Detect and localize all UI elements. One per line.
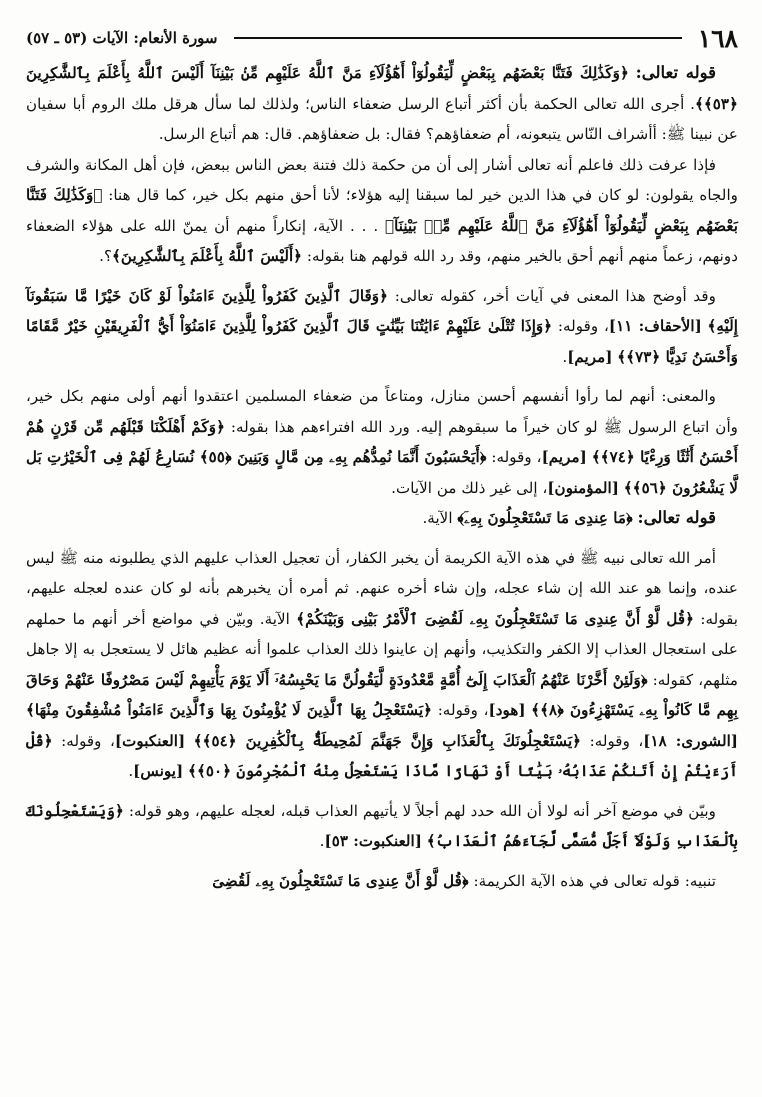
quran-verse: ﴿وَكَذَٰلِكَ فَتَنَّا بَعْضَهُم بِبَعْضٍ لِّيَقُولُوٓاْ أَهَٰٓؤُلَآءِ مَنَّ ٱللَّهُ عَلَيْهِم مِّنۢ بَيْنِنَآ﴾ (26, 186, 738, 235)
paragraph-text (185, 732, 193, 750)
verse-reference: [الأحقاف: ١١] (608, 317, 702, 335)
quran-verse: ﴿قُل لَّوْ أَنَّ عِندِى مَا تَسْتَعْجِلُونَ بِهِۦ لَقُضِىَ ٱلْأَمْرُ بَيْنِى وَبَيْنَكُمْ﴾ (296, 609, 694, 628)
body-text (26, 58, 738, 896)
paragraph-text: ، وقوله: (486, 448, 542, 466)
quran-verse: ﴿وَقَالَ ٱلَّذِينَ كَفَرُواْ لِلَّذِينَ ءَامَنُواْ لَوْ كَانَ خَيْرًا مَّا سَبَقُونَآ إِلَيْهِ﴾ (26, 286, 739, 335)
paragraph-text: . (562, 347, 568, 366)
verse-reference: [المؤمنون] (547, 478, 619, 497)
paragraph-text: تنبيه: قوله تعالى في هذه الآية الكريمة: (468, 871, 716, 890)
paragraph (26, 796, 738, 857)
verse-reference: [هود] (488, 701, 526, 719)
paragraph (26, 866, 738, 897)
quran-verse: ﴿يَسْتَعْجِلُونَكَ بِٱلْعَذَابِ وَإِنَّ جَهَنَّمَ لَمُحِيطَةٌۢ بِٱلْكَٰفِرِينَ ﴿٥٤﴾﴾ (193, 731, 582, 750)
verse-reference: [مريم] (567, 347, 613, 366)
paragraph-text (629, 64, 636, 82)
page-header (26, 18, 738, 58)
book-page (26, 18, 738, 1088)
paragraph-text: . أجرى الله تعالى الحكمة بأن أكثر أتباع الرسل ضعفاء الناس؛ ولذلك لما سأل هرقل ملك الروم أبا سفيان عن نبينا ﷺ: أأشراف النّاس يتبعونه، أم ضعفاؤهم؟ فقال: بل ضعفاؤهم. قال: هم أتباع الرسل. (26, 94, 738, 143)
section-lead: قوله تعالى: (635, 63, 717, 82)
quran-verse: ﴿وَكَمْ أَهْلَكْنَا قَبْلَهُم مِّن قَرْنٍ هُمْ أَحْسَنُ أَثَٰثًا وَرِءْيًا ﴿٧٤﴾﴾ (26, 417, 739, 466)
quran-verse: ﴿يَسْتَعْجِلُ بِهَا ٱلَّذِينَ لَا يُؤْمِنُونَ بِهَا وَٱلَّذِينَ ءَامَنُواْ مُشْفِقُونَ مِنْهَا﴾ (26, 701, 433, 719)
verse-reference: [مريم] (541, 448, 587, 466)
paragraph-text: ، وقوله: (432, 701, 489, 719)
paragraph (26, 281, 738, 373)
paragraph-text: ، وقوله: (552, 317, 609, 335)
quran-verse: ﴿وَكَذَٰلِكَ فَتَنَّا بَعْضَهُم بِبَعْضٍ لِّيَقُولُوٓاْ أَهَٰٓؤُلَآءِ مَنَّ ٱللَّهُ عَلَيْهِم مِّنۢ بَيْنِنَآ أَلَيْسَ ٱللَّهُ بِأَعْلَمَ بِٱلشَّٰكِرِينَ ﴿٥٣﴾﴾ (26, 64, 738, 113)
paragraph-text: ، وقوله: (52, 731, 115, 750)
quran-verse: ﴿وَلَئِنْ أَخَّرْنَا عَنْهُمُ ٱلْعَذَابَ إِلَىٰٓ أُمَّةٍ مَّعْدُودَةٍ لَّيَقُولُنَّ مَا يَحْبِسُهُۥٓ أَلَا يَوْمَ يَأْتِيهِمْ لَيْسَ مَصْرُوفًا عَنْهُمْ وَحَاقَ بِهِم مَّا كَانُواْ بِهِۦ يَسْتَهْزِءُونَ ﴿٨﴾﴾ (26, 670, 739, 719)
quran-verse: ﴿أَيَحْسَبُونَ أَنَّمَا نُمِدُّهُم بِهِۦ مِن مَّالٍ وَبَنِينَ ﴿٥٥﴾ نُسَارِعُ لَهُمْ فِى ٱلْخَيْرَٰتِ بَل لَّا يَشْعُرُونَ ﴿٥٦﴾﴾ (26, 448, 738, 497)
verse-reference: [العنكبوت] (114, 731, 186, 750)
paragraph-text: وبيّن في موضع آخر أنه لولا أن الله حدد لهم أجلاً لا يأتيهم العذاب قبله، لعجله عليهم، وهو قوله: (123, 801, 716, 820)
section-lead: قوله تعالى: (637, 508, 716, 527)
paragraph (26, 150, 738, 272)
quran-verse: ﴿أَلَيْسَ ٱللَّهُ بِأَعْلَمَ بِٱلشَّٰكِرِينَ﴾ (112, 247, 303, 265)
paragraph (26, 543, 738, 787)
paragraph-text: ، إلى غير ذلك من الآيات. (391, 478, 548, 497)
quran-verse: ﴿مَا عِندِى مَا تَسْتَعْجِلُونَ بِهِۦٓ﴾ (457, 509, 633, 527)
paragraph-text: الآية. (422, 509, 458, 527)
paragraph-text: ، وقوله: (581, 731, 644, 750)
quran-verse: ﴿قُل لَّوْ أَنَّ عِندِى مَا تَسْتَعْجِلُونَ بِهِۦ لَقُضِىَ (212, 871, 469, 890)
paragraph-text: . (319, 832, 325, 850)
quran-verse: ﴿قُلْ أَرَءَيْتُمْ إِنْ أَتَىٰكُمْ عَذَابُهُۥ بَيَٰتًا أَوْ نَهَارًا مَّاذَا يَسْتَعْجِلُ مِنْهُ ٱلْمُجْرِمُونَ ﴿٥٠﴾﴾ (26, 731, 738, 780)
quran-verse: ﴿وَإِذَا تُتْلَىٰ عَلَيْهِمْ ءَايَٰتُنَا بَيِّنَٰتٍ قَالَ ٱلَّذِينَ كَفَرُواْ لِلَّذِينَ ءَامَنُوٓاْ أَيُّ ٱلْفَرِيقَيْنِ خَيْرٌ مَّقَامًا وَأَحْسَنُ نَدِيًّا ﴿٧٣﴾﴾ (26, 317, 738, 366)
paragraph-text: الآية. وبيّن في مواضع أخر أنهم ما حملهم على استعجال العذاب إلا الكفر والتكذيب، وأنهم إن عاينوا ذلك العذاب علموا أنه عظيم هائل لا يستعجل به إلا جاهل مثلهم، كقوله: (26, 609, 738, 689)
paragraph (26, 503, 738, 534)
page-number: ١٦٨ (697, 23, 738, 53)
paragraph-text: أمر الله تعالى نبيه ﷺ في هذه الآية الكريمة أن يخبر الكفار، أن تعجيل العذاب عليهم الذي يطلبونه منه ﷺ ليس عنده، وإنما هو عند الله إن شاء عجله، وإن شاء أخره عنهم. ثم أمره أن يخبرهم بأنه لو كان عنده لعجله عليهم، بقوله: (26, 548, 738, 628)
quran-verse: ﴿وَيَسْتَعْجِلُونَكَ بِٱلْعَذَابِ وَلَوْلَآ أَجَلٌ مُّسَمًّى لَّجَآءَهُمُ ٱلْعَذَابُ﴾ (26, 801, 738, 850)
paragraph (26, 381, 738, 503)
paragraph-text: فإذا عرفت ذلك فاعلم أنه تعالى أشار إلى أن من حكمة ذلك فتنة بعض الناس ببعض، فإن أهل المكانة والشرف والجاه يقولون: لو كان في هذا الدين خير لما سبقنا إليه هؤلاء؛ لأنا أحق منهم بكل خير، كما قال هنا: (26, 155, 738, 204)
paragraph-text: وقد أوضح هذا المعنى في آيات أخر، كقوله تعالى: (387, 286, 716, 305)
paragraph (26, 58, 738, 150)
verse-reference: [الشورى: ١٨] (643, 731, 738, 750)
header-rule (234, 37, 682, 39)
surah-title: سورة الأنعام: الآيات (٥٣ ـ ٥٧) (26, 29, 218, 47)
verse-reference: [العنكبوت: ٥٣] (324, 832, 422, 850)
paragraph-text: . . . الآية، إنكاراً منهم أن يمنّ الله على هؤلاء الضعفاء دونهم، زعماً منهم أنهم أحق بالخير منهم، وقد رد الله قولهم هنا بقوله: (26, 216, 738, 265)
verse-reference: [يونس] (133, 762, 184, 780)
paragraph-text: . (128, 762, 134, 780)
paragraph-text: والمعنى: أنهم لما رأوا أنفسهم أحسن منازل، ومتاعاً من ضعفاء المسلمين اعتقدوا أنهم أولى منهم بكل خير، وأن اتباع الرسول ﷺ لو كان خيراً ما سبقوهم إليه. ورد الله افتراءهم هذا بقوله: (26, 387, 738, 436)
paragraph-text: ؟. (99, 247, 113, 265)
